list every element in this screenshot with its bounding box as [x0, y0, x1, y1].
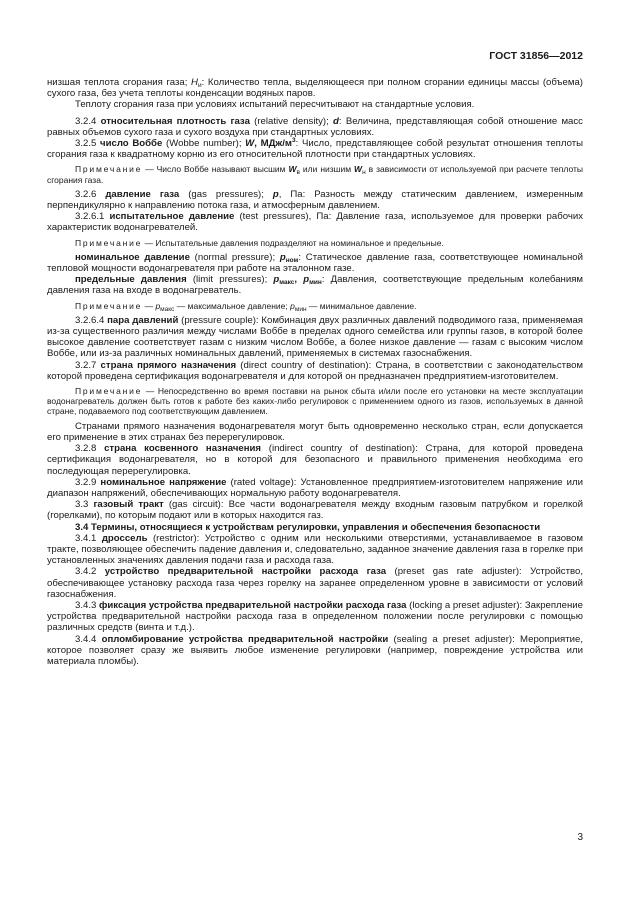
clause-3-4-2: 3.4.2 устройство предварительной настройки расхода газа (preset gas rate adjuster): Устройство, обеспечивающее установку расхода газа через горелку на заранее определенном уровне в зависимости от условий газоснабжения. — [47, 566, 583, 600]
clause-3-2-6-1: 3.2.6.1 испытательное давление (test pressures), Па: Давление газа, используемое для проверки рабочих характеристик водонагревателей. — [47, 211, 584, 234]
definition-nominal-pressure: номинальное давление (normal pressure); $p_{ном}$: Статическое давление газа, соответствующее номинальной тепловой мощности водонагревателя при работе на эталонном газе. — [47, 251, 584, 275]
note-delivery: Примечание — Непосредственно во время поставки на рынок сбыта и/или после его установки на месте эксплуатации водонагреватель должен быть готов к работе без каких-либо регулировок с применением одного из газов, используемых в данной стране, подаваемого под соответствующим давлением. — [47, 386, 583, 417]
clause-3-4-4: 3.4.4 опломбирование устройства предварительной настройки (sealing a preset adjuster): Мероприятие, которое позволяет сразу же выявить любое изменение регулировки (например, повреждение устройства или материала пломбы). — [47, 633, 583, 667]
clause-3-2-4: 3.2.4 относительная плотность газа (relative density); d: Величина, представляющая собой отношение масс равных объемов сухого газа и сухого воздуха при стандартных условиях. — [47, 115, 583, 138]
definition-limit-pressures: предельные давления (limit pressures); $p_{макс}$, $p_{мин}$: Давления, соответствующие предельным колебаниям давления газа на входе в водонагреватель. — [47, 274, 583, 297]
clause-3-4-3: 3.4.3 фиксация устройства предварительной настройки расхода газа (locking a preset adjuster): Закрепление устройства предварительной настройки расхода газа в определенном положении после регулировки с помощью различных средств (винта и т.д.). — [47, 599, 583, 634]
clause-3-4-1: 3.4.1 дроссель (restrictor): Устройство с одним или несколькими отверстиями, устанавливаемое в газовом тракте, позволяющее обеспечить падение давления и, следовательно, заданное значение давления газа в горелке при установленных значениях давления подачи газа и расхода газа. — [47, 532, 583, 567]
clause-3-2-9: 3.2.9 номинальное напряжение (rated voltage): Установленное предприятием-изготовителем напряжение или диапазон напряжений, обеспечивающих нормальную работу водонагревателя. — [47, 476, 583, 499]
page-number: 3 — [577, 832, 583, 843]
paragraph-lower-heating-value: низшая теплота сгорания газа; $H_и$: Количество тепла, выделяющееся при полном сгорании единицы массы (объема) сухого газа, без учета теплоты конденсации водяных паров. — [47, 77, 583, 100]
note-max-min-pressure: Примечание — $p_{макс}$ — максимальное давление; $p_{мин}$ — минимальное давление. — [75, 300, 417, 313]
clause-3-2-5: 3.2.5 число Воббе (Wobbe number); W, МДж/$м^3$: Число, представляющее собой результат отношения теплоты сгорания газа к квадратному корню из его относительной плотности при стандартных условиях. — [47, 136, 583, 161]
document-body — [47, 77, 583, 667]
standard-header: ГОСТ 31856—2012 — [489, 50, 583, 62]
clause-3-2-7: 3.2.7 страна прямого назначения (direct country of destination): Страна, в соответствии с законодательством которой проведена сертификация водонагревателя и для которой он предназначен предприятием-изготовителем. — [47, 359, 583, 382]
clause-3-2-8: 3.2.8 страна косвенного назначения (indirect country of destination): Страна, для которой проведена сертификация водонагревателя, но в которой для безопасного и правильного применения необходима его последующая перерегулировка. — [47, 443, 584, 477]
clause-3-2-6: 3.2.6 давление газа (gas pressures); p, Па: Разность между статическим давлением, измеренным перпендикулярно к направлению потока газа, и атмосферным давлением. — [47, 188, 583, 212]
clause-3-3: 3.3 газовый тракт (gas circuit): Все части водонагревателя между входным газовым патрубком и горелкой (горелками), по которым подают или в которых находится газ. — [47, 499, 584, 522]
paragraph-countries: Странами прямого назначения водонагревателя могут быть одновременно несколько стран, если допускается его применение в этих странах без перерегулировок. — [47, 420, 583, 443]
note-wobbe: Примечание — Число Воббе называют высшим $W_в$ или низшим $W_н$ в зависимости от используемой при расчете теплоты сгорания газа. — [47, 164, 583, 185]
note-test-pressures: Примечание — Испытательные давления подразделяют на номинальное и предельные. — [75, 237, 444, 248]
clause-3-2-6-4: 3.2.6.4 пара давлений (pressure couple): Комбинация двух различных давлений подводимого газа, применяемая из-за существенного различия между числами Воббе в пределах одного семейства или группы газов, в которой более высокое давление соответствует газам с низким числом Воббе, а более низкое давление — газам с высоким числом Воббе, или из-за различных номинальных давлений, применяемых в системах газоснабжения. — [47, 314, 583, 360]
section-heading-3-4: 3.4 Термины, относящиеся к устройствам регулировки, управления и обеспечения безопасности — [75, 521, 541, 533]
paragraph-recalc: Теплоту сгорания газа при условиях испытаний пересчитывают на стандартные условия. — [75, 99, 475, 111]
